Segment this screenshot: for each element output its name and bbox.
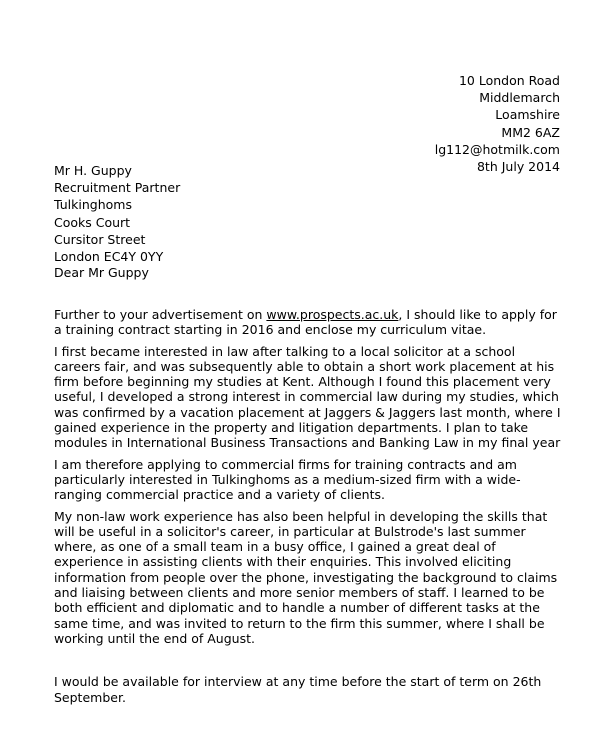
recipient-name: Mr H. Guppy [54, 163, 132, 178]
paragraph-text: , I should like to apply for a training contract starting in 2016 and enclose my curriculum vitae. [54, 307, 557, 338]
salutation: Dear Mr Guppy [54, 265, 149, 280]
recipient-street: Cooks Court [54, 214, 131, 230]
recipient-address-block [54, 162, 180, 265]
letter-date: 8th July 2014 [476, 159, 560, 175]
sender-county: Loamshire [495, 107, 560, 123]
recipient-city-postcode: London EC4Y 0YY [54, 249, 164, 265]
letter-body [54, 307, 564, 711]
sender-address-line: 10 London Road [458, 73, 560, 88]
body-paragraph: I first became interested in law after talking to a local solicitor at a school careers fair, and was subsequently able to obtain a short work placement at his firm before beginning my studies at Kent. Although I found this placement very useful, I developed a strong interest in commercial law during my studies, which was confirmed by a vacation placement at Jaggers & Jaggers last month, where I gained experience in the property and litigation departments. I plan to take modules in International Business Transactions and Banking Law in my final year [54, 343, 561, 451]
body-paragraph [54, 307, 564, 338]
recipient-street: Cursitor Street [54, 231, 146, 247]
recipient-firm: Tulkinghoms [54, 197, 132, 213]
body-paragraph: I am therefore applying to commercial firms for training contracts and am particularly interested in Tulkinghoms as a medium-sized firm with a wide-ranging commercial practice and a variety of clients. [54, 456, 521, 503]
body-paragraph: My non-law work experience has also been helpful in developing the skills that will be useful in a solicitor's career, in particular at Bulstrode's last summer where, as one of a small team in a busy office, I gained a great deal of experience in assisting clients with their enquiries. This involved eliciting information from people over the phone, investigating the background to claims and liaising between clients and more senior members of staff. I learned to be both efficient and diplomatic and to handle a number of different tasks at the same time, and was invited to return to the firm this summer, where I shall be working until the end of August. [54, 508, 558, 646]
closing-paragraph: I would be available for interview at any time before the start of term on 26th September. [54, 674, 542, 705]
prospects-link[interactable]: www.prospects.ac.uk [266, 307, 399, 322]
sender-address-block [435, 72, 560, 175]
sender-town: Middlemarch [479, 90, 560, 106]
sender-postcode: MM2 6AZ [501, 124, 560, 140]
recipient-title: Recruitment Partner [54, 180, 181, 196]
sender-email: lg112@hotmilk.com [434, 141, 560, 157]
paragraph-text: Further to your advertisement on [54, 307, 267, 322]
